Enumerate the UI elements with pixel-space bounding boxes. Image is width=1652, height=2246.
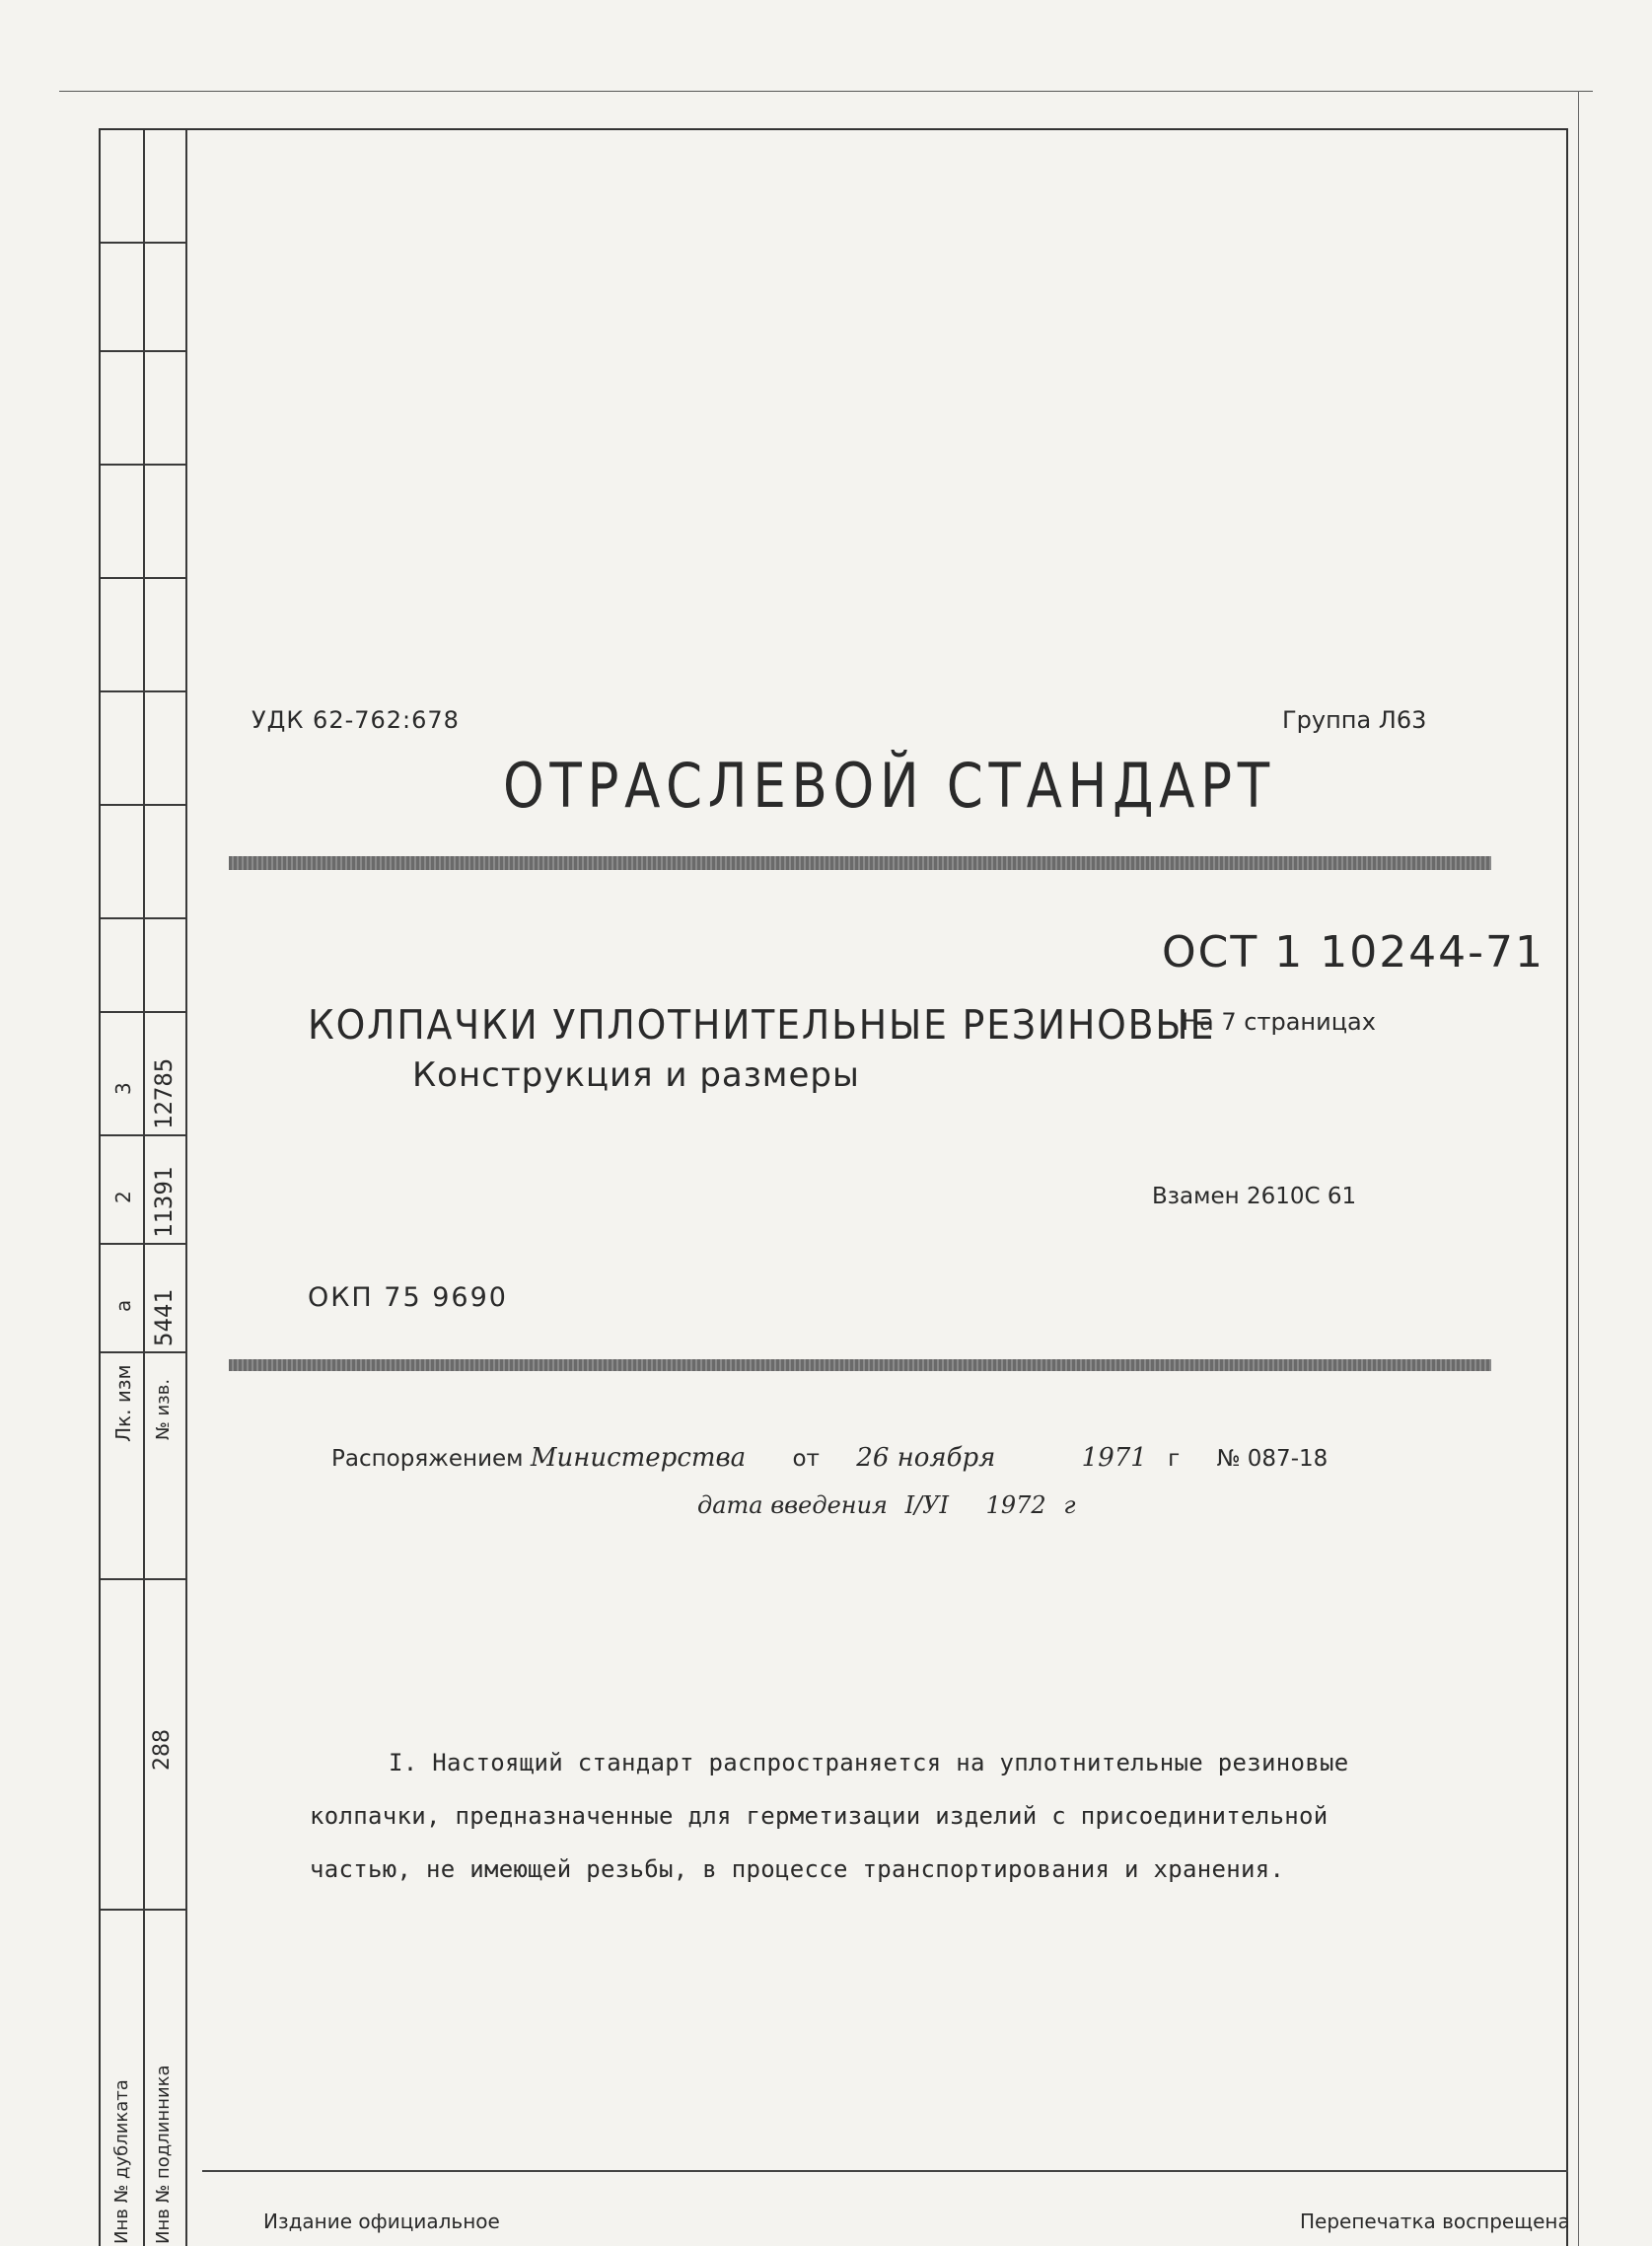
order-ministry: Министерства [530,1443,747,1473]
order-prefix: Распоряжением [331,1446,524,1472]
title-rule-top [229,856,1491,870]
margin-label-notice: № изв. [153,1378,174,1440]
standard-code: ОСТ 1 10244-71 [1162,927,1545,978]
order-from: от [792,1446,820,1472]
paragraph-line: частью, не имеющей резьбы, в процессе транспортирования и хранения. [310,1855,1285,1883]
intro-label: дата введения [697,1491,888,1519]
margin-rev-2: 2 [111,1191,135,1203]
edition-note: Издание официальное [263,2210,500,2233]
introduction-date [697,1491,1075,1519]
order-year: 1971 [1081,1443,1147,1473]
udk-code: УДК 62-762:678 [251,706,460,734]
margin-inv-value: 288 [150,1729,175,1771]
paragraph-line: I. Настоящий стандарт распространяется на уплотнительные резиновые [389,1749,1349,1776]
margin-rev-a: а [111,1299,135,1312]
page-count: На 7 страницах [1182,1008,1376,1036]
margin-label-change: Лк. изм [111,1364,135,1442]
intro-date: I/УI [904,1491,949,1519]
intro-year-suffix: г [1063,1491,1076,1519]
footer-rule [202,2170,1568,2172]
order-number: № 087-18 [1216,1446,1329,1472]
top-rule [59,91,1593,92]
margin-num-3: 12785 [150,1057,178,1129]
order-date: 26 ноября [856,1443,996,1473]
replaces-standard: Взамен 2610С 61 [1152,1184,1357,1209]
document-type-title: ОТРАСЛЕВОЙ СТАНДАРТ [503,750,1275,822]
right-edge-rule [1578,91,1579,2246]
group-code: Группа Л63 [1282,706,1427,734]
order-year-suffix: г [1168,1446,1181,1472]
product-subtitle: Конструкция и размеры [412,1055,860,1095]
margin-inv-original: Инв № подлинника [153,2065,174,2244]
order-line [331,1443,1328,1473]
paragraph-line: колпачки, предназначенные для герметизации изделий с присоединительной [310,1802,1329,1830]
margin-num-2: 11391 [150,1166,178,1238]
title-rule-bottom [229,1359,1491,1371]
intro-year: 1972 [985,1491,1046,1519]
margin-inv-duplicate: Инв № дубликата [111,2079,132,2244]
margin-rev-3: 3 [111,1082,135,1095]
scope-paragraph [310,1736,1493,1896]
product-title: КОЛПАЧКИ УПЛОТНИТЕЛЬНЫЕ РЕЗИНОВЫЕ [308,1001,1216,1049]
reprint-note: Перепечатка воспрещена [1300,2210,1570,2233]
margin-num-a: 5441 [150,1289,178,1346]
okp-code: ОКП 75 9690 [308,1282,508,1313]
